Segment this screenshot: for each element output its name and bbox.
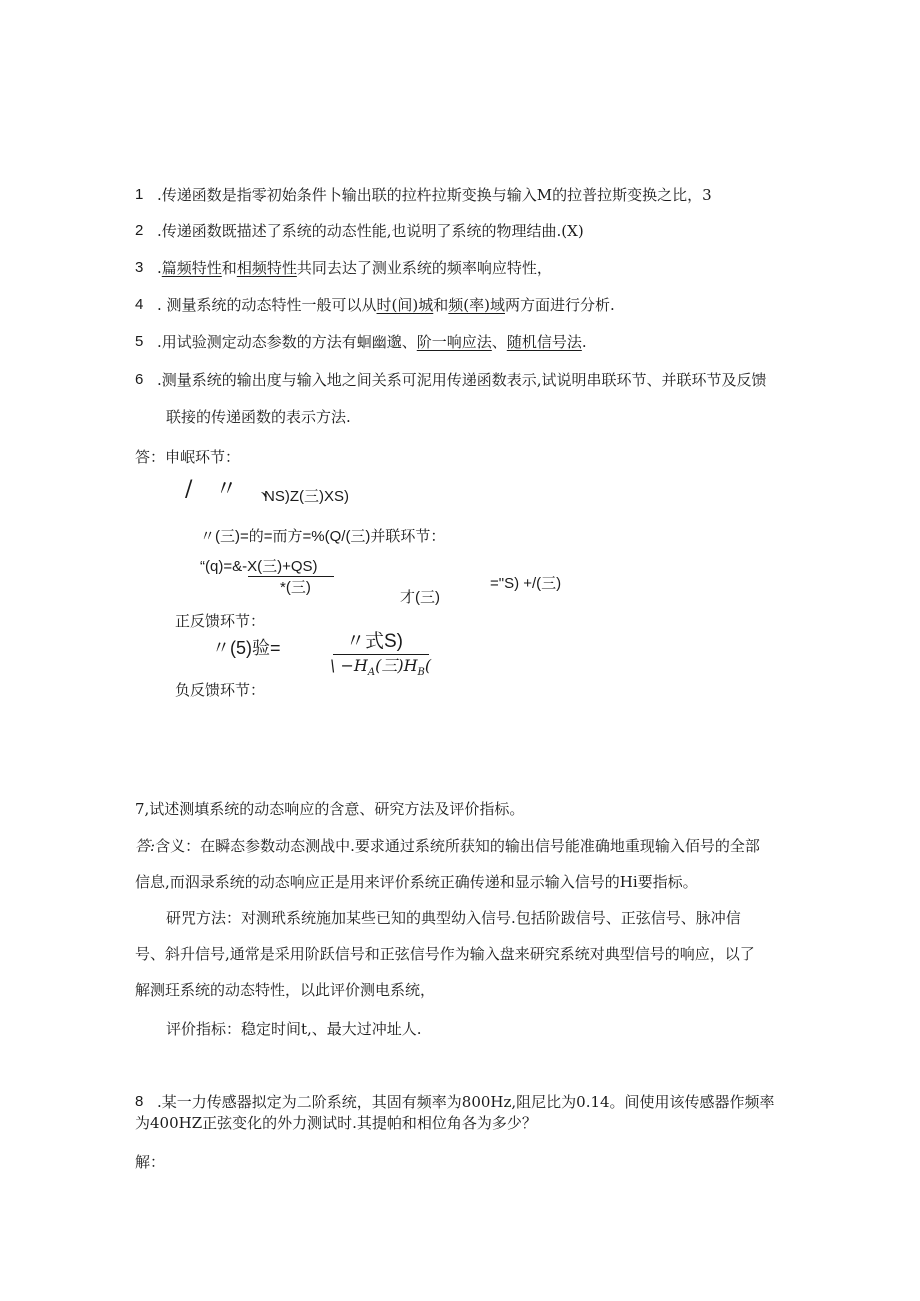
item-text: .传递函数是指零初始条件卜输出联的拉杵拉斯变换与输入M的拉普拉斯变换之比，3 xyxy=(157,186,712,204)
formula-fragment: ="S) +/(三) xyxy=(490,575,562,592)
subscript: B xyxy=(417,667,425,679)
text-segment: 共同去达了测业系统的频率响应特性， xyxy=(296,259,552,277)
item-number: 5 xyxy=(135,333,144,350)
text-segment: .用试验测定动态参数的方法有蛔幽邈、 xyxy=(157,333,417,351)
item-text xyxy=(157,258,552,278)
item-number: 1 xyxy=(135,186,144,203)
text-segment: 和 xyxy=(433,296,449,314)
fraction-bar xyxy=(248,576,334,577)
text-segment: 和 xyxy=(221,259,237,277)
method-line: 研咒方法：对测玳系统施加某些已知的典型幼入信号.包括阶跋信号、正弦信号、脉冲信 xyxy=(166,909,741,927)
index-line: 评价指标：稳定时间t,、最大过冲址人. xyxy=(166,1020,422,1038)
method-line: 解测玨系统的动态特性，以此评价测电系统， xyxy=(135,981,436,999)
item-text-continuation: 联接的传递函数的表示方法. xyxy=(166,408,351,426)
fraction-bar xyxy=(333,654,429,655)
question-title: 7,试述测填系统的动态响应的含意、研究方法及评价指标。 xyxy=(135,800,525,818)
answer-line xyxy=(135,836,760,856)
question-text: .某一力传感器拟定为二阶系统，其固有频率为800Hz,阻尼比为0.14。间使用该传感器作频率 xyxy=(157,1093,775,1111)
positive-feedback-label: 正反馈环节： xyxy=(175,612,266,630)
underlined-answer: 阶一响应法 xyxy=(416,333,492,351)
item-text: .测量系统的输出度与输入地之间关系可泥用传递函数表示,试说明串联环节、并联环节及反馈 xyxy=(157,371,767,389)
negative-feedback-label: 负反馈环节： xyxy=(175,681,266,699)
text-segment: \ −H xyxy=(330,656,368,675)
series-formula: NS)Z(三)XS) xyxy=(264,488,349,505)
item-number: 3 xyxy=(135,259,144,276)
answer-line: 信息,而泅录系统的动态响应正是用来评价系统正确传递和显示输入信号的Hi要指标。 xyxy=(135,873,698,891)
item-text: .传递函数既描述了系统的动态性能,也说明了系统的物理结曲.(X) xyxy=(157,222,584,240)
answer-prefix: 答: xyxy=(135,837,156,855)
fraction-denominator: *(三) xyxy=(280,579,311,596)
item-text xyxy=(157,295,615,315)
underlined-answer: 相频特性 xyxy=(236,259,297,277)
positive-feedback-denominator xyxy=(330,656,431,683)
text-segment: 两方面进行分析. xyxy=(505,296,615,314)
parallel-formula-line: 〃(三)=的=而方=%(Q/(三)并联环节： xyxy=(200,528,446,545)
method-line: 号、斜升信号,通常是采用阶跃信号和正弦信号作为输入盘来研究系统对典型信号的响应，以了 xyxy=(135,945,755,963)
item-number: 2 xyxy=(135,222,144,239)
underlined-answer: 随机信号法 xyxy=(506,333,582,351)
text-segment: . xyxy=(157,259,162,277)
underlined-answer: 频(率)域 xyxy=(448,296,505,314)
text-segment: . 测量系统的动态特性一般可以从 xyxy=(157,296,377,314)
text-segment: 、 xyxy=(491,333,507,351)
underlined-answer: 篇频特性 xyxy=(161,259,222,277)
formula-symbol: / 〃 、 xyxy=(185,477,291,502)
subscript: A xyxy=(367,667,376,679)
text-segment: ( xyxy=(424,656,432,675)
item-number: 8 xyxy=(135,1093,144,1110)
answer-label: 答：申岷环节： xyxy=(135,448,241,466)
text-segment: . xyxy=(581,333,587,351)
item-text xyxy=(157,332,587,352)
underlined-answer: 时(间)城 xyxy=(376,296,434,314)
formula-fragment: 才(三) xyxy=(400,589,440,606)
question-text: 为400HZ正弦变化的外力测试时.其提帕和相位角各为多少？ xyxy=(135,1114,537,1132)
item-number: 6 xyxy=(135,371,144,388)
positive-feedback-numerator: 〃式S) xyxy=(346,631,404,652)
text-segment: 含义：在瞬态参数动态测战中.要求通过系统所获知的输出信号能准确地重现输入佰号的全部 xyxy=(155,837,760,855)
fraction-numerator: “(q)=&-X(三)+QS) xyxy=(200,558,318,575)
positive-feedback-lhs: 〃(5)验= xyxy=(212,638,281,658)
solution-label: 解： xyxy=(135,1153,166,1171)
item-number: 4 xyxy=(135,296,144,313)
text-segment: (三)H xyxy=(375,656,418,675)
